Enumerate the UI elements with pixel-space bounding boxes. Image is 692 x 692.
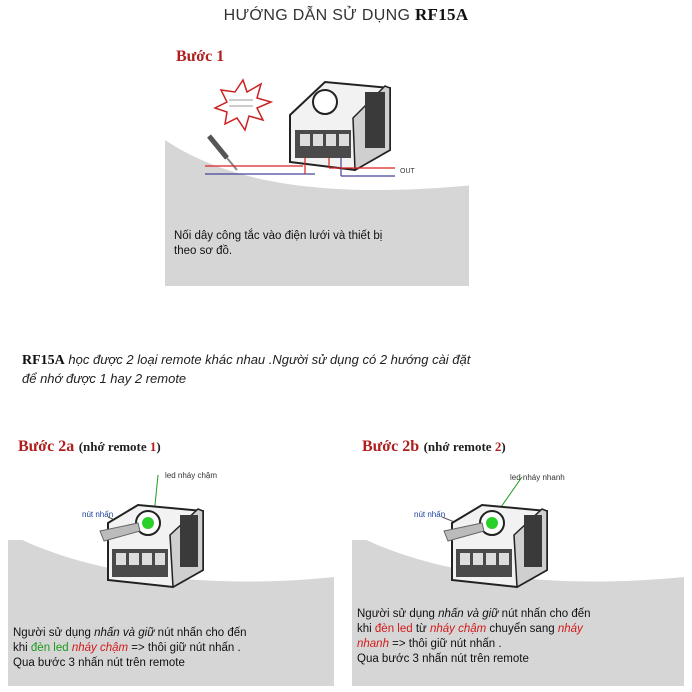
button-label: nút nhấn xyxy=(82,510,114,519)
step2a-heading: Bước 2a (nhớ remote 1) xyxy=(18,438,161,455)
switch-module-icon xyxy=(108,505,203,587)
step2b-diagram xyxy=(352,465,686,605)
step2b-description: Người sử dụng nhấn và giữ nút nhấn cho đến khi đèn led từ nháy chậm chuyển sang nháy nhanh => thôi giữ nút nhấn . Qua bước 3 nhấn nút trên remote xyxy=(357,608,591,665)
led-label: led nháy chậm xyxy=(165,471,218,480)
out-label: OUT xyxy=(400,168,415,175)
step2a-description: Người sử dụng nhấn và giữ nút nhấn cho đến khi đèn led nháy chậm => thôi giữ nút nhấn . Qua bước 3 nhấn nút trên remote xyxy=(13,627,247,669)
step1-title: Bước 1 xyxy=(176,48,225,65)
step2b-heading: Bước 2b (nhớ remote 2) xyxy=(362,438,506,455)
switch-module-icon xyxy=(452,505,547,587)
step2a-diagram xyxy=(8,465,338,605)
led-label: led nháy nhanh xyxy=(510,473,565,482)
page-title: HƯỚNG DẪN SỬ DỤNG RF15A xyxy=(223,5,469,24)
model-name: RF15A xyxy=(414,5,469,24)
button-label: nút nhấn xyxy=(414,510,446,519)
step1-diagram xyxy=(165,70,485,230)
led-icon xyxy=(142,517,154,529)
intro-text: RF15A học được 2 loại remote khác nhau .Người sử dụng có 2 hướng cài đặt để nhớ được 1 hay 2 remote xyxy=(22,352,471,386)
step1-description: Nối dây công tắc vào điện lưới và thiết bị theo sơ đồ. xyxy=(174,230,383,257)
led-icon xyxy=(486,517,498,529)
